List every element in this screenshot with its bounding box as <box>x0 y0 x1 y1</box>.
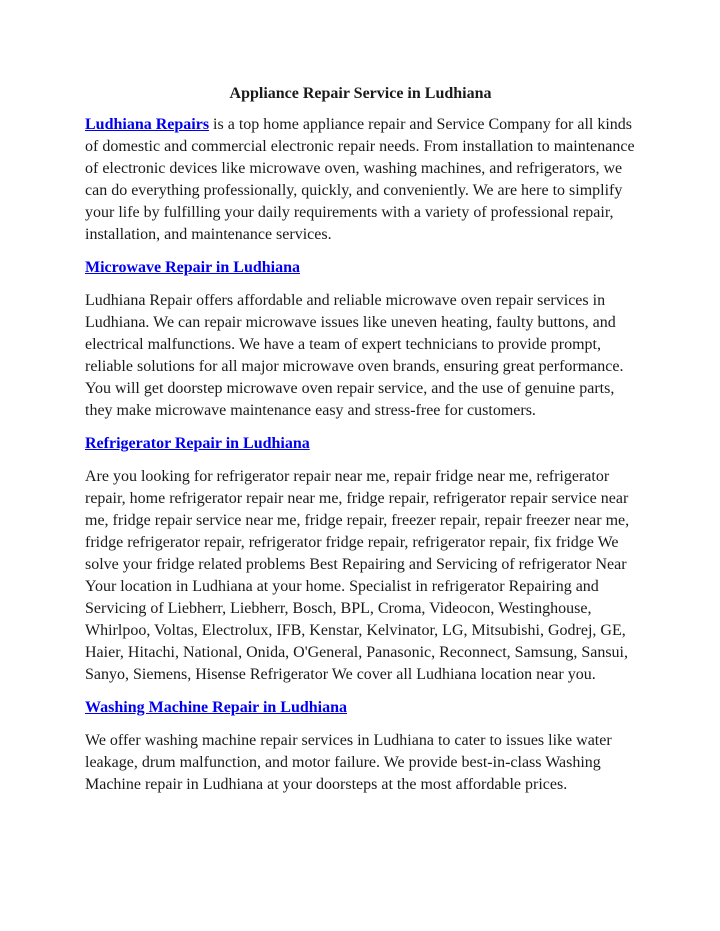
refrigerator-section-body: Are you looking for refrigerator repair near me, repair fridge near me, refrigerator repair, home refrigerator repair near me, fridge repair, refrigerator repair service near me, fridge repair service near me, fridge repair, freezer repair, repair freezer near me, fridge refrigerator repair, refrigerator fridge repair, refrigerator repair, fix fridge We solve your fridge related problems Best Repairing and Servicing of refrigerator Near Your location in Ludhiana at your home. Specialist in refrigerator Repairing and Servicing of Liebherr, Liebherr, Bosch, BPL, Croma, Videocon, Westinghouse, Whirlpoo, Voltas, Electrolux, IFB, Kenstar, Kelvinator, LG, Mitsubishi, Godrej, GE, Haier, Hitachi, National, Onida, O'General, Panasonic, Reconnect, Samsung, Sansui, Sanyo, Siemens, Hisense Refrigerator We cover all Ludhiana location near you. <box>85 468 630 683</box>
refrigerator-repair-link[interactable]: Refrigerator Repair in Ludhiana <box>85 435 310 452</box>
page-title: Appliance Repair Service in Ludhiana <box>229 85 492 102</box>
washing-machine-section-body: We offer washing machine repair services in Ludhiana to cater to issues like water leakage, drum malfunction, and motor failure. We provide best-in-class Washing Machine repair in Ludhiana at your doorsteps at the most affordable prices. <box>85 732 612 793</box>
refrigerator-section-heading <box>85 433 636 455</box>
microwave-repair-link[interactable]: Microwave Repair in Ludhiana <box>85 259 300 276</box>
washing-machine-repair-link[interactable]: Washing Machine Repair in Ludhiana <box>85 699 347 716</box>
intro-text: is a top home appliance repair and Service Company for all kinds of domestic and commercial electronic repair needs. From installation to maintenance of electronic devices like microwave oven, washing machines, and refrigerators, we can do everything professionally, quickly, and conveniently. We are here to simplify your life by fulfilling your daily requirements with a variety of professional repair, installation, and maintenance services. <box>85 116 635 243</box>
ludhiana-repairs-link[interactable]: Ludhiana Repairs <box>85 116 210 133</box>
intro-paragraph <box>85 114 636 246</box>
washing-machine-section-heading <box>85 697 636 719</box>
microwave-section-body: Ludhiana Repair offers affordable and reliable microwave oven repair services in Ludhiana. We can repair microwave issues like uneven heating, faulty buttons, and electrical malfunctions. We have a team of expert technicians to provide prompt, reliable solutions for all major microwave oven brands, ensuring great performance. You will get doorstep microwave oven repair service, and the use of genuine parts, they make microwave maintenance easy and stress-free for customers. <box>85 292 624 419</box>
microwave-section-heading <box>85 257 636 279</box>
